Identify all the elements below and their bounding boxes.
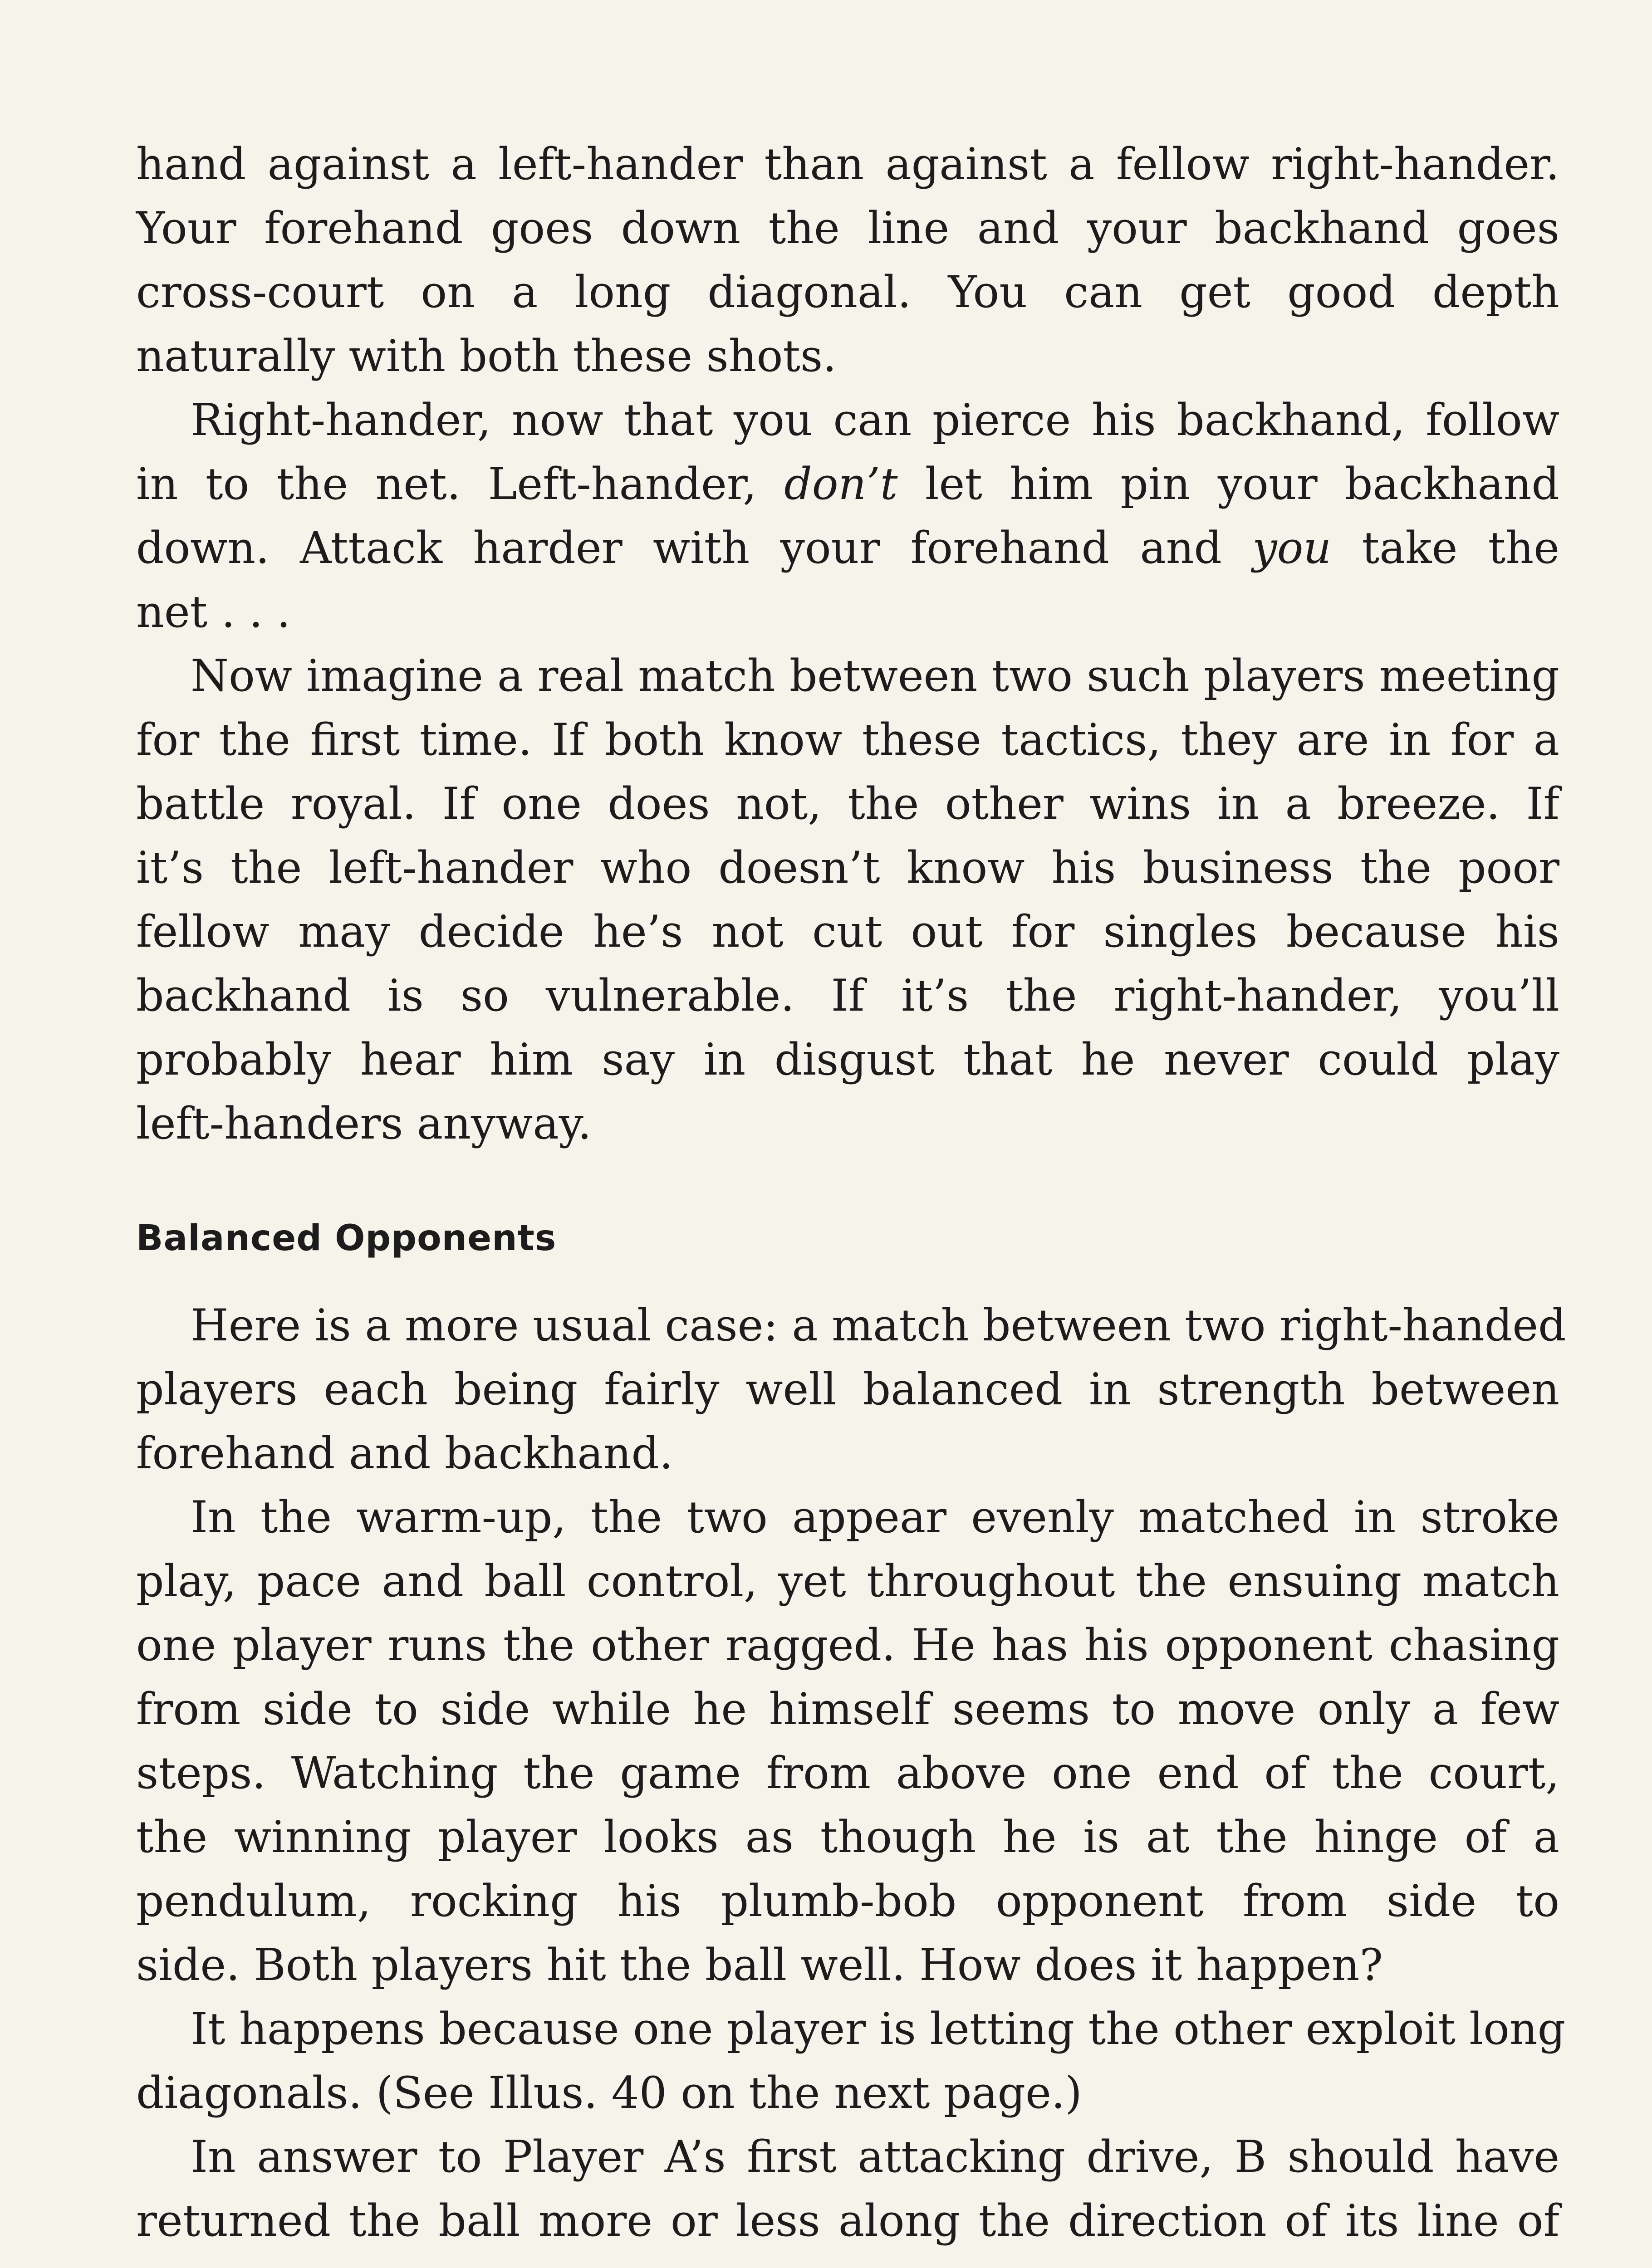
text-line: net . . . [136,587,291,637]
text-line: left-handers anyway. [136,1098,592,1149]
text-line: Your forehand goes down the line and your backhand goes [136,203,1559,254]
text-line: Here is a more usual case: a match between two right-handed [191,1300,1566,1351]
text-line: from side to side while he himself seems to move only a few [136,1684,1559,1735]
section-heading: Balanced Opponents [136,1218,557,1259]
text-line: backhand is so vulnerable. If it’s the right-hander, you’ll [136,970,1559,1021]
text-line: probably hear him say in disgust that he never could play [136,1034,1559,1085]
text-line: side. Both players hit the ball well. How does it happen? [136,1940,1383,1990]
text-line: cross-court on a long diagonal. You can get good depth [136,267,1559,318]
text-line: battle royal. If one does not, the other wins in a breeze. If [136,778,1559,829]
text-line: players each being fairly well balanced in strength between [136,1364,1559,1415]
text-line: it’s the left-hander who doesn’t know his business the poor [136,842,1559,893]
body-text-bottom [136,1294,1566,2253]
text-line: In the warm-up, the two appear evenly matched in stroke [191,1492,1559,1543]
paragraph [136,1294,1566,1486]
paragraph [136,2125,1559,2253]
text-line: naturally with both these shots. [136,331,837,381]
text-line: the winning player looks as though he is at the hinge of a [136,1812,1559,1862]
text-line: pendulum, rocking his plumb-bob opponent from side to [136,1876,1559,1926]
text-line: play, pace and ball control, yet throughout the ensuing match [136,1556,1559,1607]
body-text-top [136,132,1559,1156]
text-line: one player runs the other ragged. He has his opponent chasing [136,1620,1559,1671]
paragraph [136,388,1559,644]
text-line: fellow may decide he’s not cut out for singles because his [136,906,1559,957]
text-line: in to the net. Left-hander, don’t let him pin your backhand [136,459,1560,509]
text-line: Right-hander, now that you can pierce his backhand, follow [191,395,1559,445]
text-line: steps. Watching the game from above one end of the court, [136,1748,1559,1799]
text-line: Now imagine a real match between two such players meeting [191,650,1559,701]
text-line: down. Attack harder with your forehand and you take the [136,523,1560,573]
text-line: for the first time. If both know these tactics, they are in for a [136,714,1559,765]
paragraph [136,1997,1566,2125]
text-line: forehand and backhand. [136,1428,673,1479]
text-line: hand against a left-hander than against a fellow right-hander. [136,139,1559,190]
text-line: returned the ball more or less along the direction of its line of [136,2195,1559,2246]
paragraph [136,644,1559,1156]
paragraph [136,132,1559,388]
text-line: It happens because one player is letting the other exploit long [191,2004,1566,2054]
paragraph [136,1486,1559,1997]
text-line: diagonals. (See Illus. 40 on the next page.) [136,2068,1082,2118]
text-line: In answer to Player A’s first attacking drive, B should have [191,2131,1559,2182]
